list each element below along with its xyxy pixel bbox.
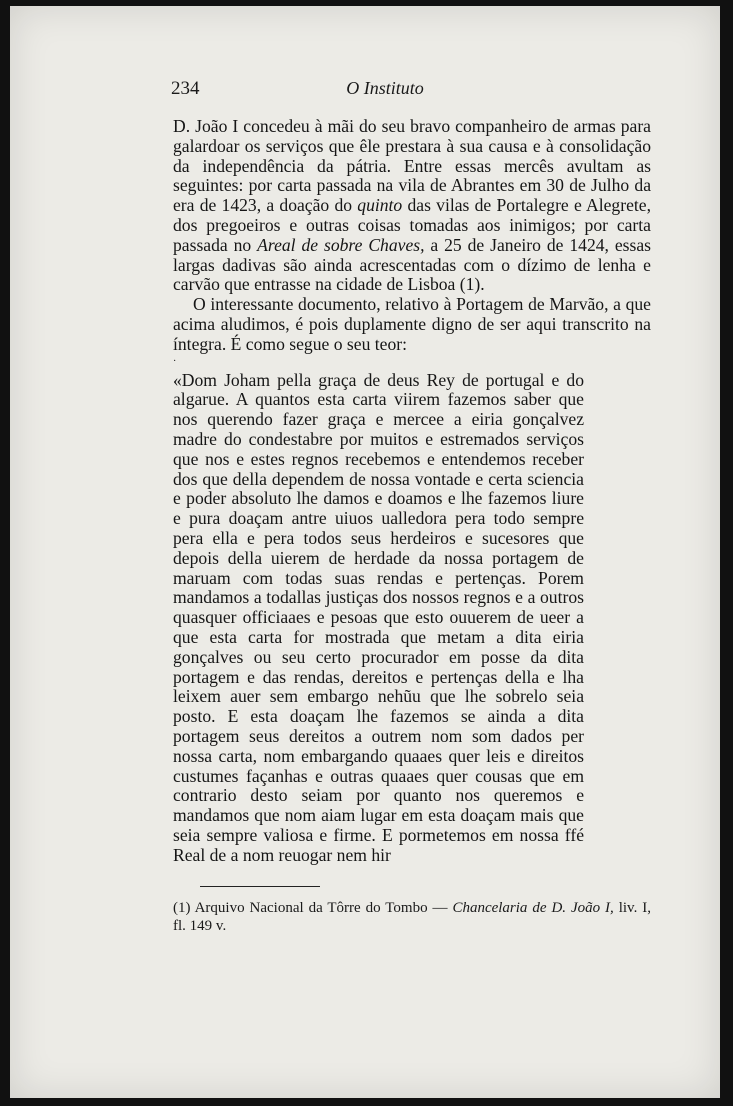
quoted-charter: «Dom Joham pella graça de deus Rey de portugal e do algarue. A quantos esta carta viirem fazemos saber que nos querendo fazer graça e mercee a eiria gonçalvez madre do condestabre por muitos e estremados serviços que nos e estes regnos recebemos e entendemos receber dos que della dependem de nossa vontade e certa sciencia e poder absoluto lhe damos e doamos e lhe fazemos liure e pura doaçam antre uiuos ualledora pera todo sempre pera ella e pera todos seus herdeiros e sucesores que depois della uierem de herdade da nossa portagem de maruam com todas suas rendas e pertenças. Porem mandamos a todallas justiças dos nossos regnos e a outros quasquer officiaaes e pesoas que esto ouuerem de ueer a que esta carta for mostrada que metam a dita eiria gonçalves ou seu certo procurador em posse da dita portagem e das rendas, dereitos e pertenças della e lha leixem auer sem embargo nehũu que lhe sobrelo seia posto. E esta doaçam lhe fazemos se ainda a dita portagem seus dereitos a outrem nom som dados per nossa carta, nom embargando quaaes quer leis e direitos custumes façanhas e outras quaaes quer cousas que em contrario desto seiam por quanto nos queremos e mandamos que nom aiam lugar em esta doaçam mais que seia sempre valiosa e firme. E pormetemos em nossa ffé Real de a nom reuogar nem hir (173, 369, 584, 865)
running-title: O Instituto (346, 78, 424, 98)
footnote-rule (200, 886, 320, 887)
separator-dot: · (173, 355, 177, 367)
paragraph-1-text-b: das vilas de Portalegre e Alegrete, dos pregoeiros e outras coisas tomadas aos inimigos; por carta passada no (173, 195, 651, 255)
paragraph-2: O interessante documento, relativo à Portagem de Marvão, a que acima aludimos, é pois duplamente digno de ser aqui transcrito na íntegra. É como segue o seu teor: (173, 294, 651, 354)
paragraph-1-italic-b: Areal de sobre Chaves, (257, 234, 425, 255)
footnote (173, 899, 651, 935)
body-text (173, 117, 651, 865)
book-page (10, 6, 720, 1098)
footnote-text-a: (1) Arquivo Nacional da Tôrre do Tombo — (173, 900, 453, 916)
paragraph-1-text-c: a 25 de Janeiro de 1424, essas largas dadivas são ainda acrescentadas com o dízimo de lenha e carvão que entrasse na cidade de Lisboa (1). (173, 234, 652, 295)
footnote-text-b: liv. I, fl. 149 v. (173, 900, 652, 934)
paragraph-1-text-a: D. João I concedeu à mãi do seu bravo companheiro de armas para galardoar os serviços que êle prestara à sua causa e à consolidação da independência da pátria. Entre essas mercês avultam as seguintes: por carta passada na vila de Abrantes em 30 de Julho da era de 1423, a doação do (173, 116, 651, 216)
paragraph-1 (173, 117, 651, 295)
page-header (10, 78, 720, 102)
paragraph-1-italic-a: quinto (357, 195, 403, 216)
footnote-italic: Chancelaria de D. João I, (452, 900, 614, 916)
page-number: 234 (171, 78, 200, 99)
